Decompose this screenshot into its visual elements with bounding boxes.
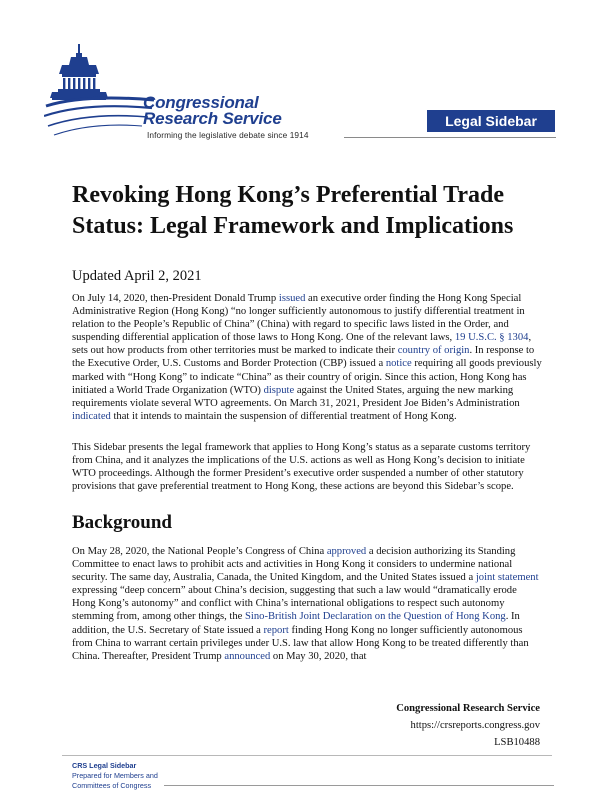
crs-footer-line1: CRS Legal Sidebar xyxy=(72,761,137,770)
link-approved[interactable]: approved xyxy=(326,546,367,557)
link-issued[interactable]: issued xyxy=(278,293,306,304)
link-country-of-origin[interactable]: country of origin xyxy=(397,345,470,357)
text-run: . In addition, the U.S. Secretary of State issued a xyxy=(72,611,520,636)
tagline-rule xyxy=(344,137,556,138)
text-run: . In response to the Executive Order, U.S. Customs and Border Protection (CBP) issued a xyxy=(72,345,535,370)
tagline: Informing the legislative debate since 1914 xyxy=(147,130,309,140)
paragraph-intro xyxy=(72,292,542,423)
text-run: a decision authorizing its Standing Committee to enact laws to prohibit acts and activities in Hong Kong it considers to undermine national security. The same day, Australia, Canada, the United Kingdom, and the United States issued a xyxy=(72,546,516,584)
footer-rule xyxy=(164,785,554,786)
footer-report-id: LSB10488 xyxy=(494,737,540,748)
text-run: on May 30, 2020, that xyxy=(270,650,367,662)
link-announced[interactable]: announced xyxy=(224,650,271,662)
footer-divider xyxy=(62,755,552,756)
text-run: On May 28, 2020, the National People’s Congress of China xyxy=(72,546,327,557)
crs-footer xyxy=(72,761,158,791)
legal-sidebar-badge: Legal Sidebar xyxy=(427,110,555,132)
link-sino-british-declaration[interactable]: Sino-British Joint Declaration on the Question of Hong Kong xyxy=(245,611,506,623)
capitol-dome-icon xyxy=(44,44,154,140)
link-report[interactable]: report xyxy=(263,624,289,636)
text-run: that it intends to maintain the suspension of differential treatment of Hong Kong. xyxy=(110,410,457,422)
report-header xyxy=(0,0,612,150)
text-run: against the United States, arguing the new marking requirements violate several WTO agreements. On March 31, 2021, President Joe Biden’s Administration xyxy=(72,384,520,409)
footer-block xyxy=(396,700,540,751)
crs-footer-line3: Committees of Congress xyxy=(72,781,152,790)
section-heading-background: Background xyxy=(72,512,172,533)
org-name xyxy=(143,95,282,127)
org-name-line2: Research Service xyxy=(143,109,282,128)
paragraph-background xyxy=(72,545,542,663)
footer-url[interactable]: https://crsreports.congress.gov xyxy=(410,720,540,731)
link-joint-statement[interactable]: joint statement xyxy=(475,572,539,584)
link-indicated[interactable]: indicated xyxy=(72,410,111,422)
crs-footer-line2: Prepared for Members and xyxy=(72,771,158,780)
page-title: Revoking Hong Kong’s Preferential Trade Status: Legal Framework and Implications xyxy=(72,182,514,239)
link-notice[interactable]: notice xyxy=(385,358,412,370)
text-run: requiring all goods previously marked with “Hong Kong” to indicate “China” as their country of origin. Since this action, Hong Kong has initiated a World Trade Organization (WTO) xyxy=(72,358,542,396)
text-run: finding Hong Kong no longer sufficiently autonomous from China to warrant certain privileges under U.S. law that allow Hong Kong to be treated differently than China. Thereafter, President Trump xyxy=(72,624,529,662)
updated-date: Updated April 2, 2021 xyxy=(72,268,202,284)
link-dispute[interactable]: dispute xyxy=(263,384,295,396)
link-19-usc-1304[interactable]: 19 U.S.C. § 1304 xyxy=(454,332,529,344)
text-run: , sets out how products from other territories must be marked to indicate their xyxy=(72,332,532,357)
text-run: On July 14, 2020, then-President Donald Trump xyxy=(72,293,279,304)
org-name-line1: Congressional xyxy=(143,93,259,112)
paragraph-scope: This Sidebar presents the legal framework that applies to Hong Kong’s status as a separate customs territory from China, and it analyzes the implications of the U.S. actions as well as Hong Kong’s decision to initiate WTO proceedings. Although the former President’s executive order suspended a number of other statutory provisions that gave preferential treatment to Hong Kong, these actions are beyond this Sidebar’s scope. xyxy=(72,442,531,493)
footer-org: Congressional Research Service xyxy=(396,703,540,714)
text-run: expressing “deep concern” about China’s decision, suggesting that such a law would “dramatically erode Hong Kong’s autonomy” and conflict with China’s international obligations to respect such autonomy stemming from, among other things, the xyxy=(72,585,517,623)
text-run: an executive order finding the Hong Kong Special Administrative Region (Hong Kong) “no longer sufficiently autonomous to justify differential treatment in relation to the People’s Republic of China” (China) with regard to specific laws listed in the Order, and suspending differential application of those laws to Hong Kong. One of the relevant laws, xyxy=(72,293,525,344)
